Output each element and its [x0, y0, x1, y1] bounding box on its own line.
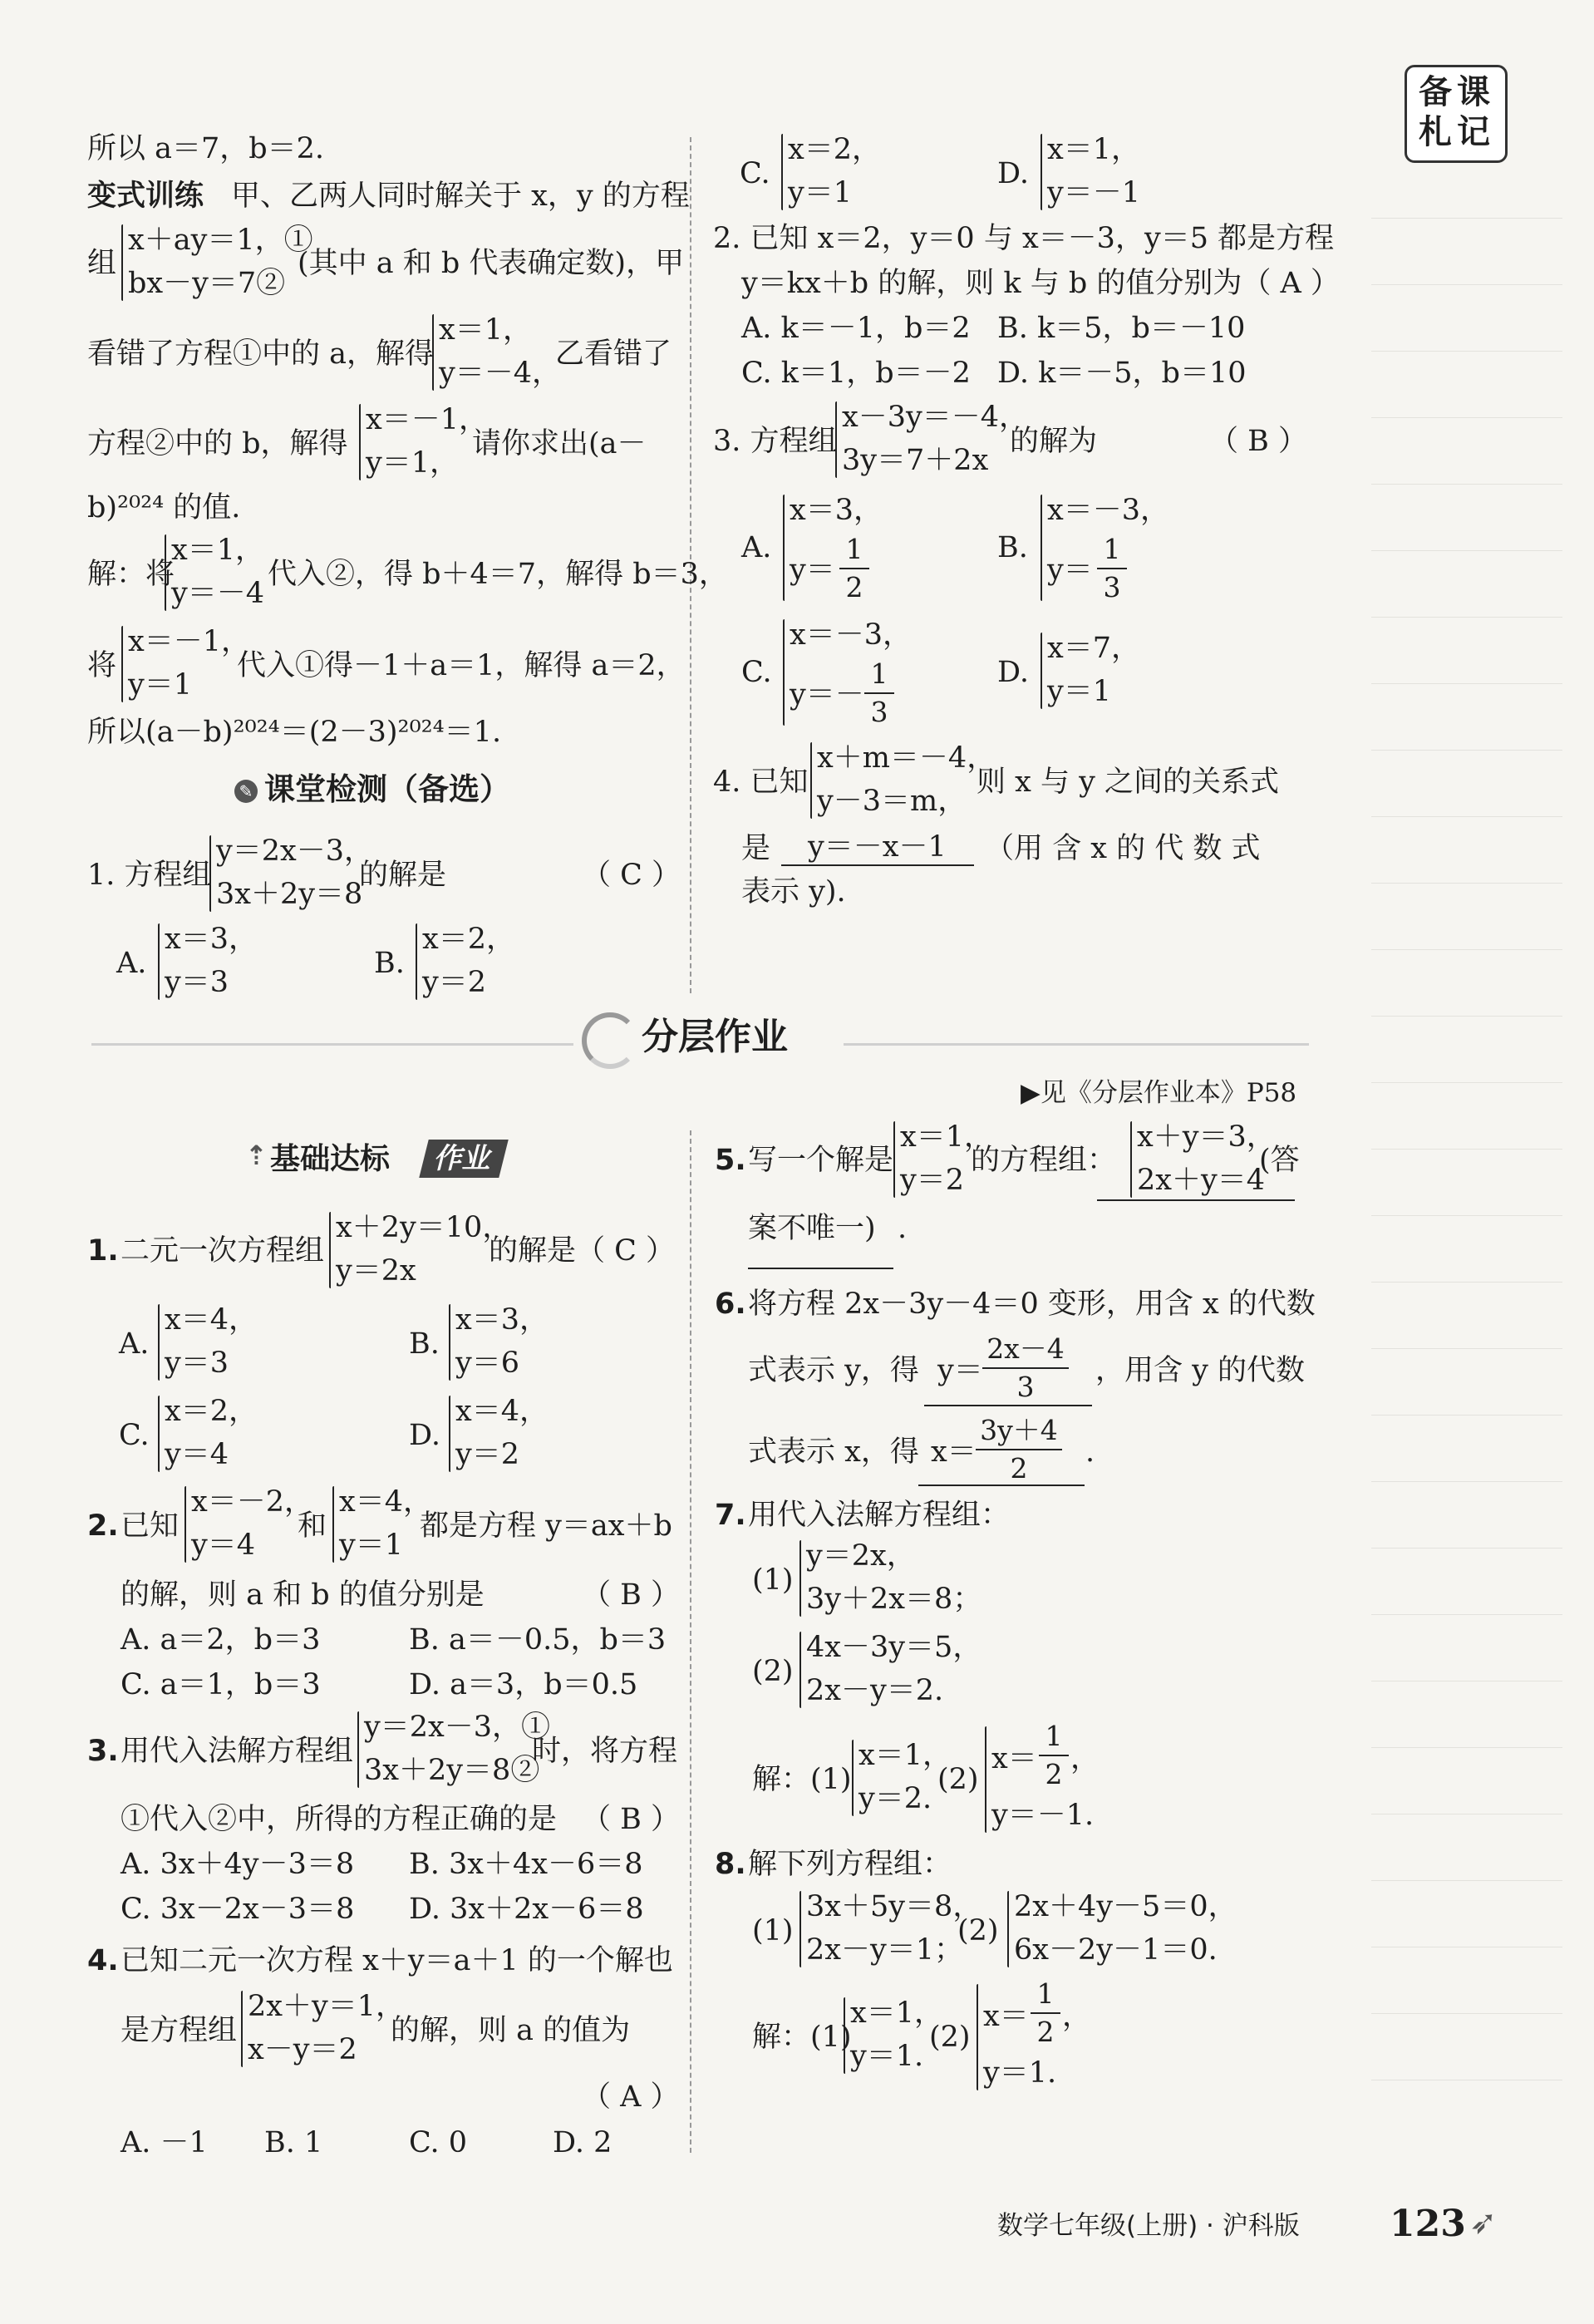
equation-system	[799, 1540, 801, 1617]
question-text: 的解，则 a 的值为	[391, 2014, 631, 2047]
denominator: 2	[1010, 1451, 1028, 1485]
question-text: 2. 已知 x＝2，y＝0 与 x＝－3，y＝5 都是方程	[713, 222, 1335, 255]
solution-text: 将	[87, 649, 117, 682]
fraction	[982, 1333, 1069, 1403]
solution-text: 解：(1)	[752, 1763, 852, 1796]
question-number: 8.	[715, 1848, 746, 1881]
question-text: 和	[298, 1509, 327, 1543]
option: B. a＝－0.5，b＝3	[409, 1623, 667, 1657]
equation: 3y＋2x＝8；	[806, 1583, 982, 1616]
answer-blank	[918, 1485, 1085, 1486]
numerator: 1	[1045, 1720, 1063, 1752]
equation: y＝3	[165, 1347, 229, 1380]
answer: x＝	[931, 1435, 977, 1469]
question-text: 3. 方程组	[713, 425, 838, 458]
equation: y＝2x－3，①	[364, 1711, 551, 1744]
numerator: 1	[870, 657, 888, 690]
denominator: 2	[1036, 2015, 1055, 2048]
pencil-icon: ✎	[234, 780, 258, 803]
option: D. 2	[553, 2126, 613, 2159]
question-number: 1.	[87, 1234, 119, 1268]
equation: x＝1，	[900, 1120, 994, 1154]
question-text: 是	[741, 832, 771, 865]
left-text: 看错了方程①中的 a，解得	[87, 337, 434, 371]
equation: x＝－1，	[366, 403, 489, 436]
equation: x＝3，	[790, 494, 883, 527]
equation: y＝－4，	[439, 357, 562, 390]
equation: x＋2y＝10，	[336, 1211, 512, 1244]
question-text: 表示 y).	[741, 875, 846, 908]
question-text: .	[1085, 1435, 1095, 1469]
equation-system	[241, 1991, 243, 2067]
question-text: 的解，则 a 和 b 的值分别是	[121, 1578, 485, 1612]
equation: x＝2，	[788, 133, 882, 166]
question-text: ，用含 y 的代数	[1095, 1354, 1306, 1387]
equation: y＝3	[165, 966, 229, 999]
question-text: y＝kx＋b 的解，则 k 与 b 的值分别为（ A ）	[741, 267, 1340, 300]
question-text: 的解为	[1010, 425, 1098, 458]
notes-badge	[1405, 65, 1508, 163]
equation: x＝4，	[455, 1395, 549, 1428]
equation: 4x－3y＝5，	[806, 1631, 982, 1664]
check-title-label: 课堂检测（备选）	[264, 771, 510, 807]
question-text: 用代入法解方程组：	[748, 1499, 1011, 1532]
equation-system	[432, 314, 434, 391]
equation-system	[783, 495, 785, 601]
question-text: (答	[1259, 1144, 1300, 1177]
equation: x－3y＝－4，	[842, 401, 1029, 434]
equation-system	[332, 1486, 334, 1563]
variant-title: 变式训练	[87, 180, 204, 213]
option-label: A.	[741, 531, 772, 564]
question-text: ①代入②中，所得的方程正确的是	[121, 1803, 558, 1836]
answer: y＝	[937, 1354, 983, 1387]
question-text: 则 x 与 y 之间的关系式	[977, 766, 1280, 799]
equation: 2x＋y＝1，	[248, 1990, 406, 2023]
option: C. 3x－2x－3＝8	[121, 1893, 355, 1926]
equation-system	[121, 224, 123, 301]
option-label: D.	[409, 1419, 440, 1452]
equation: y＝－4	[171, 577, 265, 610]
answer: x＝1，	[850, 1997, 944, 2030]
question-number: 4.	[87, 1944, 119, 1977]
solution-text: 解：将	[87, 558, 175, 591]
option: D. a＝3，b＝0.5	[409, 1668, 638, 1701]
tag-homework	[419, 1140, 508, 1178]
option: A. k＝－1，b＝2	[741, 312, 971, 345]
option: A. 3x＋4y－3＝8	[121, 1848, 355, 1881]
equation: y＝1，	[366, 446, 460, 480]
fraction	[1097, 534, 1127, 603]
section-divider-left	[91, 1043, 573, 1046]
option-label: C.	[740, 157, 770, 190]
option: C. a＝1，b＝3	[121, 1668, 321, 1701]
solution-text: 所以(a－b)²⁰²⁴＝(2－3)²⁰²⁴＝1.	[87, 716, 502, 749]
equation-system	[209, 835, 211, 912]
answer: ，	[1062, 2000, 1092, 2033]
equation: x－y＝2	[248, 2033, 357, 2066]
equation: y＝2x，	[806, 1539, 916, 1573]
equation: y＝	[790, 554, 835, 587]
equation: x＝4，	[339, 1485, 433, 1519]
numerator: 1	[1036, 1977, 1055, 2010]
option: C. 0	[409, 2126, 468, 2159]
equation: y＝4	[191, 1529, 256, 1562]
option: D. 3x＋2x－6＝8	[409, 1893, 644, 1926]
option-label: B.	[374, 947, 405, 980]
question-text: 式表示 x，得	[748, 1435, 919, 1469]
question-text: 用代入法解方程组	[121, 1735, 354, 1768]
badge-line1: 备课	[1419, 73, 1495, 111]
option-label: A.	[119, 1327, 150, 1361]
column-divider-bottom	[690, 1130, 691, 2153]
equation-system	[810, 742, 812, 819]
tag-label: 基础达标	[270, 1142, 391, 1176]
question-text: 已知	[121, 1509, 180, 1543]
equation-system	[158, 1304, 160, 1381]
left-text: (其中 a 和 b 代表确定数)，甲	[298, 247, 685, 280]
tag-arrow-icon: ⇡	[245, 1140, 268, 1171]
answer: （ A ）	[582, 2080, 680, 2114]
denominator: 2	[1045, 1757, 1063, 1790]
sub-label: (2)	[752, 1655, 794, 1688]
equation-system	[158, 1396, 160, 1472]
solution-text: 代入①得－1＋a＝1，解得 a＝2，	[237, 649, 686, 682]
question-text: 4. 已知	[713, 766, 809, 799]
answer-blank	[924, 1405, 1092, 1406]
equation-system	[416, 923, 417, 1000]
equation: 3x＋5y＝8，	[806, 1890, 982, 1923]
equation-system	[1130, 1121, 1132, 1198]
equation: y＝1	[788, 176, 853, 209]
sub-label: (2)	[957, 1914, 999, 1947]
equation-system	[977, 1984, 978, 2090]
answer: （ B ）	[582, 1578, 680, 1612]
question-text: 的方程组：	[971, 1144, 1117, 1177]
badge-line2: 札记	[1419, 113, 1495, 151]
answer: x＝	[983, 2000, 1029, 2033]
fraction	[864, 658, 894, 728]
level-tag	[245, 1136, 511, 1181]
equation: y－3＝m，	[817, 785, 967, 818]
question-text: 都是方程 y＝ax＋b	[420, 1509, 672, 1543]
question-text: 解下列方程组：	[748, 1848, 952, 1881]
equation: y＝1	[1047, 675, 1112, 708]
equation-system	[1041, 633, 1042, 709]
equation: y＝2x	[336, 1254, 416, 1288]
equation: x＝2，	[165, 1395, 258, 1428]
left-text: b)²⁰²⁴ 的值.	[87, 491, 241, 524]
fraction	[839, 534, 869, 603]
option: A. －1	[121, 2126, 208, 2159]
question-text: 是方程组	[121, 2014, 238, 2047]
question-text: 时，将方程	[532, 1735, 678, 1768]
footer-arrow-icon: ➶	[1469, 2203, 1498, 2242]
question-text: 将方程 2x－3y－4＝0 变形，用含 x 的代数	[748, 1288, 1316, 1321]
option: B. k＝5，b＝－10	[997, 312, 1246, 345]
question-text: （用 含 x 的 代 数 式	[985, 832, 1261, 865]
equation: x＋ay＝1，①	[128, 224, 313, 257]
equation-system	[121, 626, 123, 702]
equation-system	[359, 404, 361, 480]
left-text: 组	[87, 247, 117, 280]
equation-system	[357, 1711, 359, 1788]
solution-text: 代入②，得 b＋4＝7，解得 b＝3，	[268, 558, 728, 591]
question-number: 6.	[715, 1288, 746, 1321]
denominator: 3	[870, 695, 888, 728]
equation: y＝2	[455, 1438, 520, 1471]
left-text: 乙看错了	[555, 337, 672, 371]
equation: x＝7，	[1047, 632, 1141, 665]
equation: x＝2，	[422, 923, 516, 956]
equation-system	[1041, 134, 1042, 210]
numerator: 2x－4	[986, 1332, 1065, 1365]
answer: y＝1.	[850, 2040, 924, 2073]
section-reference: ▶见《分层作业本》P58	[1021, 1078, 1297, 1108]
page-number: 123	[1390, 2203, 1466, 2245]
option-label: C.	[119, 1419, 150, 1452]
answer: y＝1.	[983, 2056, 1057, 2090]
question-text: 1. 方程组	[87, 859, 212, 892]
equation: y＝－	[790, 678, 864, 711]
left-text: 所以 a＝7，b＝2.	[87, 132, 325, 165]
equation-system	[1041, 495, 1042, 601]
equation-system	[781, 134, 783, 210]
equation: y＝4	[165, 1438, 229, 1471]
equation: y＝2	[900, 1164, 965, 1197]
answer: y＝－x－1	[808, 830, 947, 864]
question-number: 5.	[715, 1144, 746, 1177]
answer-blank	[1097, 1199, 1295, 1201]
numerator: 1	[845, 533, 863, 565]
option-label: A.	[116, 947, 147, 980]
equation-system	[985, 1726, 986, 1833]
equation: 6x－2y－1＝0.	[1014, 1933, 1218, 1967]
section-title: 分层作业	[642, 1016, 788, 1058]
answer-blank	[748, 1268, 893, 1269]
sub-label: (1)	[752, 1914, 794, 1947]
option: C. k＝1，b＝－2	[741, 357, 971, 390]
answer: （ C ）	[582, 859, 681, 892]
equation: 3x＋2y＝8②	[364, 1754, 540, 1787]
equation: 2x＋4y－5＝0，	[1014, 1890, 1237, 1923]
equation-system	[799, 1891, 801, 1967]
equation: y＝1	[128, 668, 193, 702]
answer: y＝－1.	[991, 1799, 1095, 1832]
question-number: 2.	[87, 1509, 119, 1543]
check-title	[234, 771, 510, 808]
equation: y＝1	[339, 1529, 404, 1562]
denominator: 3	[1103, 570, 1121, 603]
answer: 2x＋y＝4	[1137, 1164, 1266, 1197]
equation: x＝1，	[439, 313, 533, 347]
section-divider-right	[844, 1043, 1309, 1046]
question-text: 式表示 y，得	[748, 1354, 919, 1387]
equation: x＝－2，	[191, 1485, 314, 1519]
fraction	[1039, 1721, 1069, 1790]
equation: y＝2x－3，	[216, 835, 374, 868]
answer: ，	[1070, 1742, 1100, 1775]
answer: （ B ）	[582, 1803, 680, 1836]
equation-system	[329, 1212, 331, 1288]
answer: y＝2.	[858, 1782, 932, 1815]
equation: x＝3，	[165, 923, 258, 956]
solution-text: (2)	[929, 2021, 971, 2054]
fraction	[1031, 1978, 1060, 2048]
denominator: 2	[845, 570, 863, 603]
equation-system	[184, 1486, 186, 1563]
sub-label: (1)	[752, 1563, 794, 1597]
equation-system	[799, 1632, 801, 1708]
numerator: 3y＋4	[980, 1414, 1058, 1446]
equation-system	[449, 1304, 450, 1381]
equation: 2x－y＝2.	[806, 1674, 944, 1707]
option: A. a＝2，b＝3	[121, 1623, 321, 1657]
option-label: C.	[741, 656, 772, 689]
answer: x＝1，	[858, 1739, 952, 1772]
option: B. 3x＋4x－6＝8	[409, 1848, 643, 1881]
equation: 3y＝7＋2x	[842, 444, 989, 477]
equation: x＝－1，	[128, 625, 251, 658]
equation: x＝4，	[165, 1303, 258, 1337]
question-text: 已知二元一次方程 x＋y＝a＋1 的一个解也	[121, 1944, 673, 1977]
solution-text: (2)	[937, 1763, 979, 1796]
solution-text: 解：(1)	[752, 2021, 852, 2054]
equation: y＝－1	[1047, 176, 1141, 209]
equation: 3x＋2y＝8	[216, 878, 363, 911]
question-text: .	[898, 1212, 908, 1245]
question-text: 写一个解是	[748, 1144, 894, 1177]
option: B. 1	[264, 2126, 323, 2159]
equation: x＋m＝－4，	[817, 741, 996, 775]
equation: y＝2	[422, 966, 487, 999]
equation: x＝－3，	[790, 618, 913, 652]
option-label: D.	[997, 157, 1029, 190]
equation-system	[852, 1740, 854, 1816]
option-label: D.	[997, 656, 1029, 689]
tag-homework-label: 作业	[431, 1142, 496, 1175]
equation-system	[783, 619, 785, 726]
option-label: B.	[997, 531, 1028, 564]
left-text: 方程②中的 b，解得	[87, 427, 348, 460]
equation-system	[1007, 1891, 1009, 1967]
question-number: 7.	[715, 1499, 746, 1532]
equation: x＝3，	[455, 1303, 549, 1337]
answer-blank	[781, 864, 974, 866]
equation: x＝1，	[1047, 133, 1141, 166]
equation-system	[158, 923, 160, 1000]
question-text: 二元一次方程组	[121, 1234, 325, 1268]
question-number: 3.	[87, 1735, 119, 1768]
equation-system	[835, 401, 837, 478]
option: D. k＝－5，b＝10	[997, 357, 1247, 390]
left-text: 请你求出(a－	[472, 427, 647, 460]
denominator: 3	[1016, 1370, 1035, 1403]
equation: y＝	[1047, 554, 1093, 587]
equation-system	[893, 1121, 895, 1198]
equation: bx－y＝7②	[128, 267, 286, 300]
answer: （ B ）	[1209, 425, 1307, 458]
equation: x＝－3，	[1047, 494, 1170, 527]
answer: x＋y＝3，	[1137, 1120, 1276, 1154]
question-text: 的解是	[359, 859, 447, 892]
equation: y＝6	[455, 1347, 520, 1380]
equation: 2x－y＝1；	[806, 1933, 964, 1967]
equation-system	[844, 1997, 845, 2074]
answer: x＝	[991, 1742, 1037, 1775]
spiral-icon	[582, 1012, 638, 1069]
left-text: 甲、乙两人同时解关于 x，y 的方程	[231, 180, 690, 213]
book-title: 数学七年级(上册) · 沪科版	[997, 2211, 1300, 2241]
answer: 案不唯一)	[748, 1212, 876, 1245]
option-label: B.	[409, 1327, 440, 1361]
equation: x＝1，	[171, 534, 265, 567]
fraction	[976, 1415, 1062, 1485]
equation-system	[449, 1396, 450, 1472]
equation-system	[165, 534, 166, 611]
numerator: 1	[1103, 533, 1121, 565]
question-text: 的解是（ C ）	[489, 1234, 676, 1268]
